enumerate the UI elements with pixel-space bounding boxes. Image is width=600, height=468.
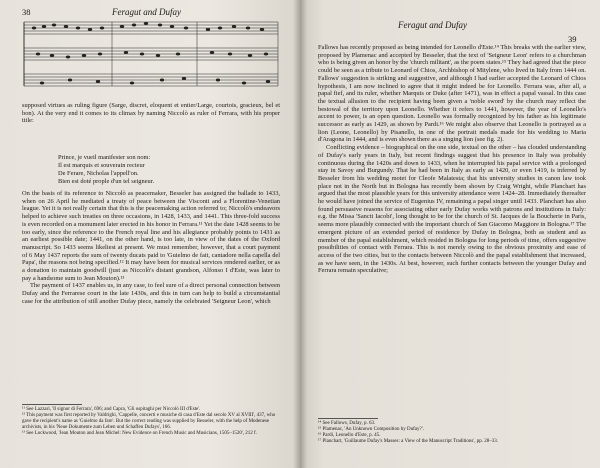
footnote: ¹⁵ Plamenac, 'An Unknown Composition by Dufay?'. xyxy=(318,427,424,432)
paragraph: Fallows has recently proposed as being intended for Leonello d'Este.¹⁴ This breaks with the earlier view, proposed by Plamenac and accepted by Besseler, that the text of 'Seigneur Leon' refers to a churchman who is being given an honor by the 'church militant', as the poem states.¹⁵ They had agreed that the piece could be seen as a tribute to Leonard of Chios, Archbishop of Mitylene, who lived in Italy from 1444 on. Fallows' suggestion is striking and suggestive, and although I had earlier accepted the Leonard of Chios hypothesis, I am now inclined to agree that it might indeed be for Leonello. Ferrara was, after all, a papal fief, and its ruler, whether Marquis or Duke (after 1471), was in effect a papal vassal. In this case the textual allusion to the recipient having been given a 'noble sword' by the church may reflect the bestowal of the territory upon Leonello. Whether it refers to 1441, however, the year of Leonello's accent to power, is an open question. Leonello was formally recognized by his father as his legitimate successor as early as 1429, as shown by Pardi.¹⁶ We might also observe that Leonello is portrayed as a lion (Leone, Leonello) by Pisanello, in one of the portrait medals made for his wedding to Maria d'Aragona in 1444, and is even shown there as a singing lion (see fig. 2). xyxy=(318,44,586,144)
body-text xyxy=(22,190,280,306)
book-gutter xyxy=(293,0,307,468)
paragraph: Conflicting evidence – biographical on the one side, textual on the other – has clouded understanding of Dufay's early years in Italy, but recent findings suggest that his presence in Italy was probably continuous during the 1420s and down to 1433, when he interrupted his papal service with a prolonged stay in Savoy and Burgundy. That he had been in Italy as early as 1420, or even 1419, is inferred by Besseler from his wedding motet for Cleofe Malatesta; that his university studies in canon law took place not in the North but in Bologna has recently been shown by Craig Wright, while Planchart has argued that the most plausible years for this university attendance were 1424–28. Immediately thereafter he would have joined the service of Eugenius IV, remaining a papal singer until 1433. Planchart has also found persuasive reasons for associating other early Dufay works with patrons and institutions in Italy: e.g. the Missa 'Sancti Iacobi', long thought to be for the church of St. Jacques de la Boucherie in Paris, seems more plausibly connected with the important church of San Giacomo Maggiore in Bologna.¹⁷ The emergent picture of an extended period of residence by Dufay in Bologna, both as student and as member of the papal establishment, which resided in Bologna for long periods of time, offers suggestive possibilities of contact with Ferrara. This is not merely owing to the obvious proximity and ease of access of the two cities, but to the contacts between Niccolò and the papal establishment that increased, as we have seen, in the 1430s. At best, however, such further contacts between the younger Dufay and Ferrara remain speculative; xyxy=(318,144,586,275)
body-paragraph-1 xyxy=(22,102,280,125)
running-head: Feragut and Dufay xyxy=(398,20,467,30)
footnote: ¹¹ See Lazzari, 'Il signor di Ferrara', 696; and Capra, 'Gli ospitaghi per Niccolò III d'Este'. xyxy=(22,407,201,412)
music-excerpt xyxy=(22,18,280,98)
page-number: 39 xyxy=(568,34,577,44)
page-number: 38 xyxy=(22,7,31,17)
footnote-rule xyxy=(318,418,378,419)
footnote: ¹⁷ Planchart, 'Guillaume Dufay's Masses: a View of the Manuscript Traditions', pp. 28–33. xyxy=(318,439,498,444)
poem-line: De Ferare, Nicholas l'appell'on. xyxy=(58,170,139,177)
footnote: ¹⁶ Pardi, Leonello d'Este, p. 45. xyxy=(318,433,381,438)
poem-quotation xyxy=(58,154,258,186)
paragraph: The payment of 1437 enables us, in any case, to feel sure of a direct personal connection between Dufay and the Ferrarese court in the late 1430s, and this in turn can help to build a circumstantial case for the attribution of still another Dufay piece, namely the celebrated 'Seigneur Leon', which xyxy=(22,282,280,305)
footnotes xyxy=(318,421,586,445)
right-page xyxy=(300,0,600,468)
footnote: ¹³ See Lockwood, 'Jean Mouton and Jean Michel: New Evidence on French Music and Musicians, 1505–1520', 212 f. xyxy=(22,431,257,436)
poem-line: Bien est doté prople d'un tel seigneur. xyxy=(58,178,155,185)
footnotes xyxy=(22,407,280,437)
poem-line: Il est marquis et souverain recteur xyxy=(58,162,145,169)
paragraph: supposed virtues as ruling figure (Sarge, discret, eloquent et entier/Large, courtois, gracieux, bel et bon). At the very end it comes to its climax by naming Niccolò as ruler of Ferrara, with his proper title: xyxy=(22,102,280,125)
running-head: Feragut and Dufay xyxy=(112,7,181,17)
footnote: ¹² This payment was first reported by Valdrighi, 'Cappelle, concerti e musiche di casa d'Este dal secolo XV al XVIII', 437, who gave the recipient's name as 'Guielmo da fare'. But the correct reading was supplied by Besseler, with the help of Modenese archivists, in his 'Neue Dokumente zum Leben und Schaffen Dufays', 166. xyxy=(22,413,276,430)
paragraph: On the basis of its reference to Niccolò as peacemaker, Besseler has assigned the ballade to 1433, when on 26 April he mediated a treaty of peace between the Visconti and a Florentine-Venetian league. Yet it is not really certain that this is the peacemaking action referred to; Niccolò's endeavors helped to achieve such treaties on three occasions, in 1428, 1433, and 1441. This three-fold success is even recorded on a monument later erected in his honor in Ferrara.¹¹ Yet the date 1428 seems to be too early, since the reference to the French royal line and his allegiance probably points to 1431 as an earliest possible date; 1441, on the other hand, is too late, in view of the dates of the Oxford manuscript. So 1433 seems likeliest at present. We must remember, however, that a court payment of 6 May 1437 reports the sum of twenty ducats paid to 'Guielmo de fait, cantadore nella capella del Papa', the reasons not being specified.¹² It may have been for musical services rendered earlier, or as a donation to maintain goodwill (just as Niccolò's distant grandson, Alfonso I d'Este, was later to pay a handsome sum to Jean Mouton).¹³ xyxy=(22,190,280,282)
poem-line: Prince, je vueil manifester son nom: xyxy=(58,154,151,161)
footnote-rule xyxy=(22,404,82,405)
body-text xyxy=(318,44,586,275)
footnote: ¹⁴ See Fallows, Dufay, p. 63. xyxy=(318,421,376,426)
